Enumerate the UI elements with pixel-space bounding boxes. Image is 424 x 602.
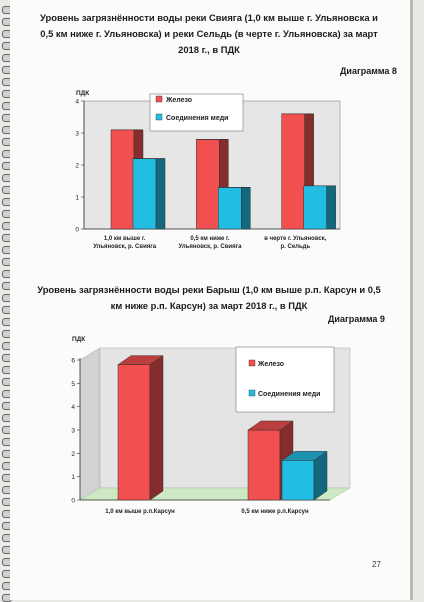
x-tick-label: 1,0 км выше г. — [103, 236, 146, 242]
chart-2-label: Диаграмма 9 — [328, 314, 385, 324]
side-wall — [80, 348, 100, 500]
chart-1-label: Диаграмма 8 — [340, 66, 397, 76]
y-tick-label: 3 — [71, 427, 75, 435]
bar-Соединения меди — [304, 186, 336, 229]
legend-label: Железо — [258, 361, 285, 368]
x-tick-label: р. Сельдь — [280, 244, 311, 250]
y-tick-label: 2 — [71, 450, 75, 458]
y-axis-title: ПДК — [76, 90, 90, 97]
y-tick-label: 3 — [75, 130, 79, 138]
legend-label: Соединения меди — [166, 115, 229, 122]
chart-2-title: Уровень загрязнённости воды реки Барыш (1,0 км выше р.п. Карсун и 0,5 км ниже р.п. Карсун) за март 2018 г., в ПДК — [37, 284, 381, 311]
bar-Соединения меди — [282, 451, 327, 500]
y-tick-label: 6 — [71, 357, 75, 365]
x-tick-label: Ульяновск, р. Свияга — [93, 244, 157, 250]
legend-swatch — [249, 360, 255, 366]
legend-label: Железо — [166, 97, 193, 104]
page-number: 27 — [372, 560, 381, 569]
y-tick-label: 1 — [71, 474, 75, 482]
legend-swatch — [156, 96, 162, 102]
bar-Железо — [118, 356, 163, 500]
x-tick-label: Ульяновск, р. Свияга — [178, 244, 242, 250]
legend-swatch — [249, 390, 255, 396]
legend-label: Соединения меди — [258, 391, 321, 398]
y-tick-label: 0 — [75, 226, 79, 234]
y-axis-title: ПДК — [72, 336, 86, 343]
bar-Соединения меди — [218, 187, 250, 229]
y-tick-label: 5 — [71, 380, 75, 388]
legend-box — [236, 347, 334, 412]
y-tick-label: 4 — [71, 404, 75, 412]
x-tick-label: 1,0 км выше р.п.Карсун — [105, 509, 175, 515]
y-tick-label: 4 — [75, 98, 79, 106]
legend-box — [150, 94, 243, 131]
x-tick-label: 0,5 км ниже г. — [190, 236, 230, 242]
x-tick-label: в черте г. Ульяновск, — [264, 236, 327, 242]
chart-1-title: Уровень загрязнённости воды реки Свияга (1,0 км выше г. Ульяновска и 0,5 км ниже г. Ульяновска) и реки Сельдь (в черте г. Ульяновска) за март 2018 г., в ПДК — [40, 12, 378, 55]
chart-2 — [0, 300, 424, 540]
x-tick-label: 0,5 км ниже р.п.Карсун — [241, 509, 309, 515]
y-tick-label: 0 — [71, 497, 75, 505]
y-tick-label: 1 — [75, 194, 79, 202]
bar-Соединения меди — [133, 159, 165, 229]
legend-swatch — [156, 114, 162, 120]
y-tick-label: 2 — [75, 162, 79, 170]
chart-1 — [0, 0, 424, 300]
